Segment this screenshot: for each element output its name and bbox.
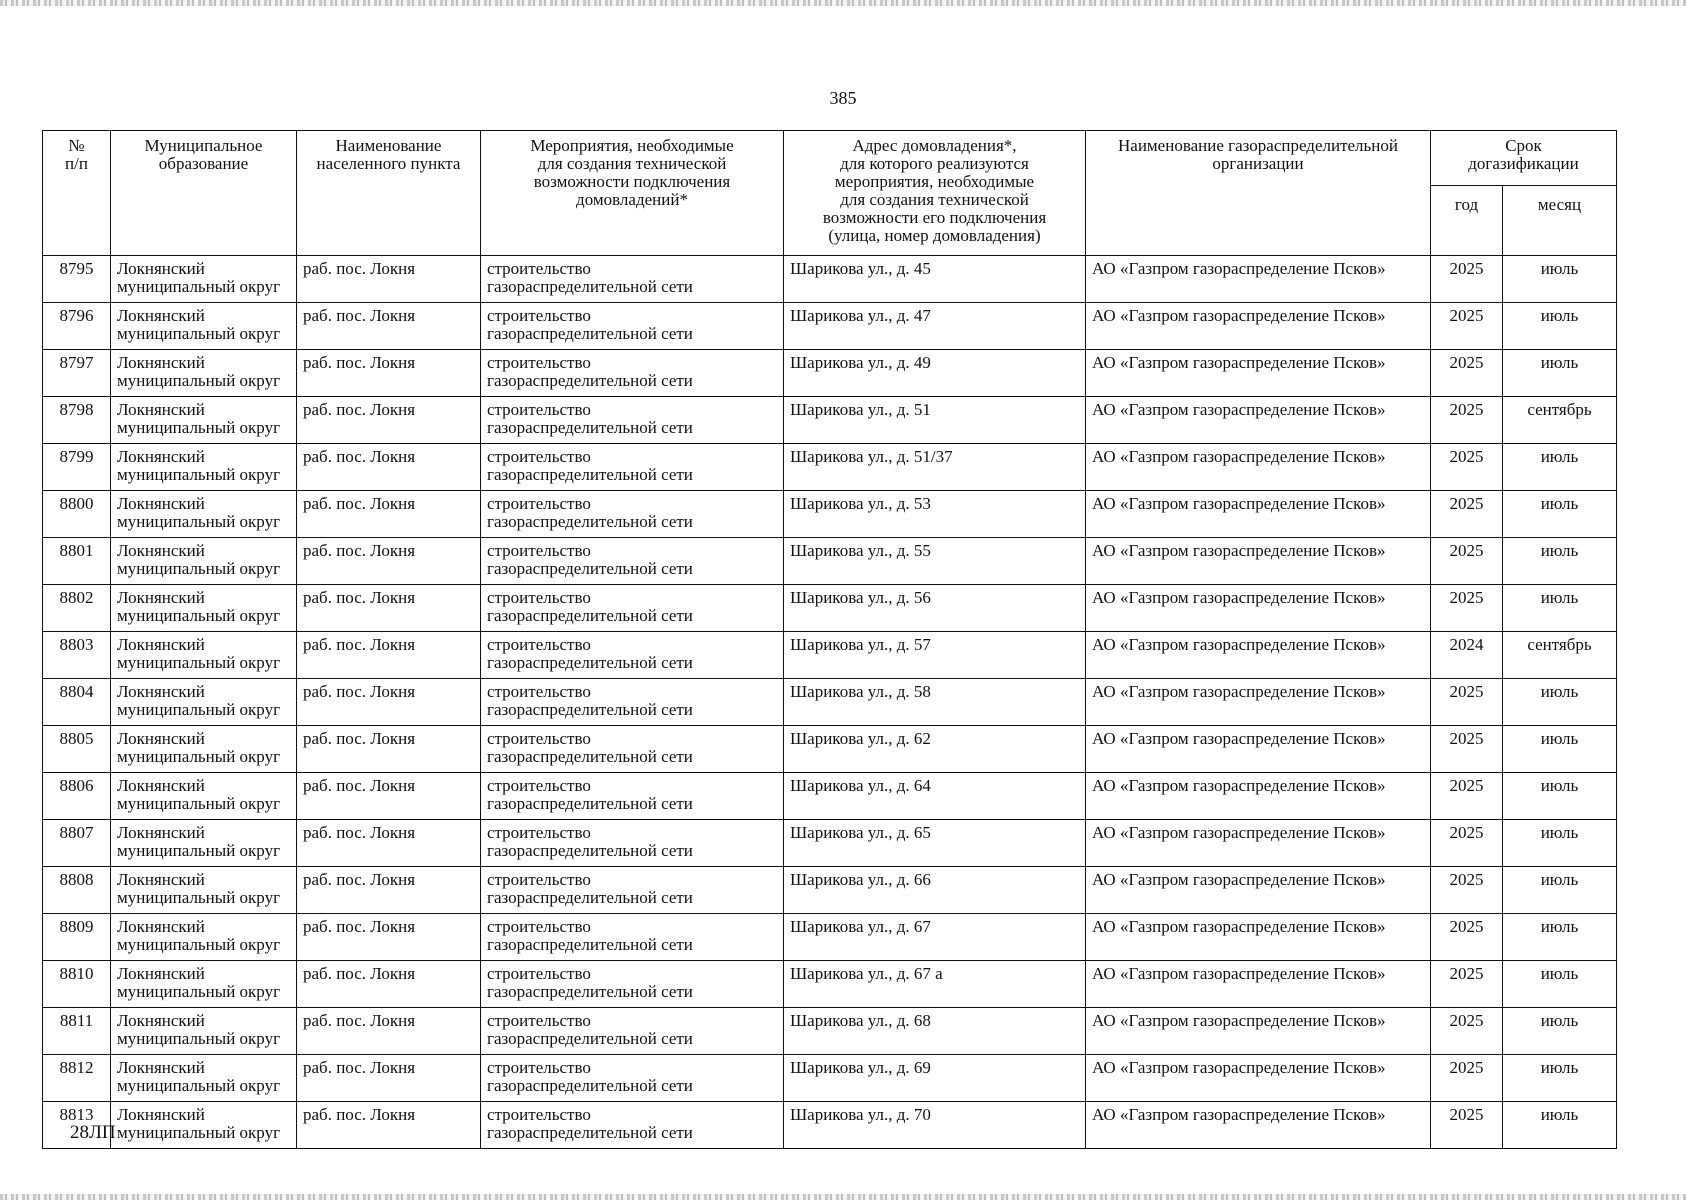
cell-month: июль bbox=[1503, 1008, 1617, 1055]
cell-year: 2025 bbox=[1431, 1055, 1503, 1102]
header-organization: Наименование газораспределительной организации bbox=[1086, 131, 1431, 256]
cell-measures: строительство газораспределительной сети bbox=[481, 444, 784, 491]
cell-municipality: Локнянский муниципальный округ bbox=[111, 256, 297, 303]
table-row bbox=[43, 397, 1617, 444]
cell-municipality: Локнянский муниципальный округ bbox=[111, 585, 297, 632]
cell-year: 2025 bbox=[1431, 303, 1503, 350]
table-row bbox=[43, 726, 1617, 773]
cell-organization: АО «Газпром газораспределение Псков» bbox=[1086, 961, 1431, 1008]
cell-organization: АО «Газпром газораспределение Псков» bbox=[1086, 726, 1431, 773]
cell-measures: строительство газораспределительной сети bbox=[481, 397, 784, 444]
cell-municipality: Локнянский муниципальный округ bbox=[111, 914, 297, 961]
cell-month: июль bbox=[1503, 491, 1617, 538]
cell-address: Шарикова ул., д. 67 bbox=[784, 914, 1086, 961]
cell-municipality: Локнянский муниципальный округ bbox=[111, 1055, 297, 1102]
cell-settlement: раб. пос. Локня bbox=[297, 1055, 481, 1102]
cell-month: июль bbox=[1503, 1055, 1617, 1102]
cell-measures: строительство газораспределительной сети bbox=[481, 1055, 784, 1102]
table-row bbox=[43, 1008, 1617, 1055]
table-row bbox=[43, 585, 1617, 632]
table-row bbox=[43, 1102, 1617, 1149]
cell-settlement: раб. пос. Локня bbox=[297, 350, 481, 397]
cell-measures: строительство газораспределительной сети bbox=[481, 820, 784, 867]
cell-settlement: раб. пос. Локня bbox=[297, 303, 481, 350]
cell-year: 2025 bbox=[1431, 256, 1503, 303]
cell-organization: АО «Газпром газораспределение Псков» bbox=[1086, 914, 1431, 961]
cell-organization: АО «Газпром газораспределение Псков» bbox=[1086, 773, 1431, 820]
cell-num: 8811 bbox=[43, 1008, 111, 1055]
cell-settlement: раб. пос. Локня bbox=[297, 867, 481, 914]
cell-organization: АО «Газпром газораспределение Псков» bbox=[1086, 256, 1431, 303]
cell-municipality: Локнянский муниципальный округ bbox=[111, 820, 297, 867]
cell-address: Шарикова ул., д. 56 bbox=[784, 585, 1086, 632]
cell-settlement: раб. пос. Локня bbox=[297, 773, 481, 820]
cell-measures: строительство газораспределительной сети bbox=[481, 773, 784, 820]
cell-month: июль bbox=[1503, 961, 1617, 1008]
cell-num: 8799 bbox=[43, 444, 111, 491]
cell-year: 2025 bbox=[1431, 961, 1503, 1008]
cell-year: 2025 bbox=[1431, 397, 1503, 444]
cell-municipality: Локнянский муниципальный округ bbox=[111, 303, 297, 350]
header-num: № п/п bbox=[43, 131, 111, 256]
cell-address: Шарикова ул., д. 67 а bbox=[784, 961, 1086, 1008]
cell-month: июль bbox=[1503, 914, 1617, 961]
cell-organization: АО «Газпром газораспределение Псков» bbox=[1086, 867, 1431, 914]
table-row bbox=[43, 773, 1617, 820]
header-municipality: Муниципальное образование bbox=[111, 131, 297, 256]
cell-settlement: раб. пос. Локня bbox=[297, 1008, 481, 1055]
cell-address: Шарикова ул., д. 65 bbox=[784, 820, 1086, 867]
header-settlement: Наименование населенного пункта bbox=[297, 131, 481, 256]
cell-settlement: раб. пос. Локня bbox=[297, 679, 481, 726]
table-row bbox=[43, 914, 1617, 961]
cell-address: Шарикова ул., д. 64 bbox=[784, 773, 1086, 820]
cell-num: 8802 bbox=[43, 585, 111, 632]
cell-settlement: раб. пос. Локня bbox=[297, 256, 481, 303]
cell-address: Шарикова ул., д. 69 bbox=[784, 1055, 1086, 1102]
cell-municipality: Локнянский муниципальный округ bbox=[111, 867, 297, 914]
table-row bbox=[43, 491, 1617, 538]
cell-address: Шарикова ул., д. 68 bbox=[784, 1008, 1086, 1055]
cell-measures: строительство газораспределительной сети bbox=[481, 632, 784, 679]
table-row bbox=[43, 444, 1617, 491]
table-row bbox=[43, 256, 1617, 303]
header-deadline: Срок догазификации bbox=[1431, 131, 1617, 186]
cell-month: июль bbox=[1503, 538, 1617, 585]
scan-edge-bottom bbox=[0, 1194, 1686, 1200]
cell-measures: строительство газораспределительной сети bbox=[481, 961, 784, 1008]
footer-code: 28ЛП bbox=[70, 1122, 116, 1143]
cell-address: Шарикова ул., д. 70 bbox=[784, 1102, 1086, 1149]
header-month: месяц bbox=[1503, 186, 1617, 256]
page-number: 385 bbox=[829, 88, 857, 108]
cell-measures: строительство газораспределительной сети bbox=[481, 303, 784, 350]
table-row bbox=[43, 303, 1617, 350]
cell-month: сентябрь bbox=[1503, 632, 1617, 679]
cell-month: июль bbox=[1503, 585, 1617, 632]
cell-num: 8795 bbox=[43, 256, 111, 303]
gasification-table bbox=[42, 130, 1617, 1149]
cell-num: 8808 bbox=[43, 867, 111, 914]
cell-address: Шарикова ул., д. 51/37 bbox=[784, 444, 1086, 491]
cell-year: 2025 bbox=[1431, 726, 1503, 773]
table-row bbox=[43, 632, 1617, 679]
cell-month: июль bbox=[1503, 256, 1617, 303]
cell-organization: АО «Газпром газораспределение Псков» bbox=[1086, 1008, 1431, 1055]
cell-num: 8809 bbox=[43, 914, 111, 961]
cell-organization: АО «Газпром газораспределение Псков» bbox=[1086, 585, 1431, 632]
cell-municipality: Локнянский муниципальный округ bbox=[111, 632, 297, 679]
cell-year: 2025 bbox=[1431, 350, 1503, 397]
cell-measures: строительство газораспределительной сети bbox=[481, 256, 784, 303]
cell-settlement: раб. пос. Локня bbox=[297, 1102, 481, 1149]
cell-month: июль bbox=[1503, 679, 1617, 726]
cell-num: 8807 bbox=[43, 820, 111, 867]
cell-num: 8810 bbox=[43, 961, 111, 1008]
cell-organization: АО «Газпром газораспределение Псков» bbox=[1086, 632, 1431, 679]
cell-municipality: Локнянский муниципальный округ bbox=[111, 444, 297, 491]
cell-organization: АО «Газпром газораспределение Псков» bbox=[1086, 1055, 1431, 1102]
cell-municipality: Локнянский муниципальный округ bbox=[111, 961, 297, 1008]
cell-num: 8813 bbox=[43, 1102, 111, 1149]
table-row bbox=[43, 1055, 1617, 1102]
cell-municipality: Локнянский муниципальный округ bbox=[111, 491, 297, 538]
cell-settlement: раб. пос. Локня bbox=[297, 726, 481, 773]
table-row bbox=[43, 867, 1617, 914]
cell-settlement: раб. пос. Локня bbox=[297, 538, 481, 585]
cell-municipality: Локнянский муниципальный округ bbox=[111, 350, 297, 397]
header-address: Адрес домовладения*, для которого реализуются мероприятия, необходимые для создания технической возможности его подключения (улица, номер домовладения) bbox=[784, 131, 1086, 256]
cell-year: 2025 bbox=[1431, 1102, 1503, 1149]
cell-address: Шарикова ул., д. 57 bbox=[784, 632, 1086, 679]
cell-organization: АО «Газпром газораспределение Псков» bbox=[1086, 303, 1431, 350]
cell-month: июль bbox=[1503, 350, 1617, 397]
cell-municipality: Локнянский муниципальный округ bbox=[111, 773, 297, 820]
cell-municipality: Локнянский муниципальный округ bbox=[111, 679, 297, 726]
cell-address: Шарикова ул., д. 62 bbox=[784, 726, 1086, 773]
cell-municipality: Локнянский муниципальный округ bbox=[111, 397, 297, 444]
cell-address: Шарикова ул., д. 47 bbox=[784, 303, 1086, 350]
cell-address: Шарикова ул., д. 51 bbox=[784, 397, 1086, 444]
cell-measures: строительство газораспределительной сети bbox=[481, 538, 784, 585]
cell-address: Шарикова ул., д. 53 bbox=[784, 491, 1086, 538]
cell-month: июль bbox=[1503, 303, 1617, 350]
cell-year: 2024 bbox=[1431, 632, 1503, 679]
cell-organization: АО «Газпром газораспределение Псков» bbox=[1086, 397, 1431, 444]
cell-settlement: раб. пос. Локня bbox=[297, 585, 481, 632]
cell-address: Шарикова ул., д. 45 bbox=[784, 256, 1086, 303]
cell-year: 2025 bbox=[1431, 914, 1503, 961]
cell-organization: АО «Газпром газораспределение Псков» bbox=[1086, 538, 1431, 585]
header-year: год bbox=[1431, 186, 1503, 256]
cell-year: 2025 bbox=[1431, 538, 1503, 585]
cell-settlement: раб. пос. Локня bbox=[297, 914, 481, 961]
cell-organization: АО «Газпром газораспределение Псков» bbox=[1086, 679, 1431, 726]
cell-measures: строительство газораспределительной сети bbox=[481, 491, 784, 538]
cell-municipality: Локнянский муниципальный округ bbox=[111, 726, 297, 773]
cell-year: 2025 bbox=[1431, 1008, 1503, 1055]
cell-year: 2025 bbox=[1431, 679, 1503, 726]
cell-num: 8800 bbox=[43, 491, 111, 538]
cell-year: 2025 bbox=[1431, 585, 1503, 632]
cell-num: 8803 bbox=[43, 632, 111, 679]
cell-num: 8805 bbox=[43, 726, 111, 773]
cell-num: 8812 bbox=[43, 1055, 111, 1102]
cell-measures: строительство газораспределительной сети bbox=[481, 867, 784, 914]
cell-settlement: раб. пос. Локня bbox=[297, 961, 481, 1008]
cell-month: июль bbox=[1503, 444, 1617, 491]
cell-organization: АО «Газпром газораспределение Псков» bbox=[1086, 491, 1431, 538]
table-row bbox=[43, 350, 1617, 397]
cell-settlement: раб. пос. Локня bbox=[297, 444, 481, 491]
cell-month: июль bbox=[1503, 820, 1617, 867]
cell-measures: строительство газораспределительной сети bbox=[481, 726, 784, 773]
cell-num: 8797 bbox=[43, 350, 111, 397]
cell-measures: строительство газораспределительной сети bbox=[481, 585, 784, 632]
cell-num: 8798 bbox=[43, 397, 111, 444]
cell-organization: АО «Газпром газораспределение Псков» bbox=[1086, 350, 1431, 397]
table-row bbox=[43, 538, 1617, 585]
cell-month: июль bbox=[1503, 1102, 1617, 1149]
cell-month: июль bbox=[1503, 773, 1617, 820]
cell-address: Шарикова ул., д. 58 bbox=[784, 679, 1086, 726]
cell-settlement: раб. пос. Локня bbox=[297, 820, 481, 867]
cell-year: 2025 bbox=[1431, 820, 1503, 867]
cell-year: 2025 bbox=[1431, 444, 1503, 491]
cell-settlement: раб. пос. Локня bbox=[297, 491, 481, 538]
header-measures: Мероприятия, необходимые для создания технической возможности подключения домовладений* bbox=[481, 131, 784, 256]
cell-organization: АО «Газпром газораспределение Псков» bbox=[1086, 820, 1431, 867]
cell-num: 8801 bbox=[43, 538, 111, 585]
cell-measures: строительство газораспределительной сети bbox=[481, 1008, 784, 1055]
cell-measures: строительство газораспределительной сети bbox=[481, 679, 784, 726]
cell-month: июль bbox=[1503, 726, 1617, 773]
cell-num: 8796 bbox=[43, 303, 111, 350]
cell-year: 2025 bbox=[1431, 773, 1503, 820]
cell-year: 2025 bbox=[1431, 491, 1503, 538]
cell-settlement: раб. пос. Локня bbox=[297, 397, 481, 444]
table-body bbox=[43, 256, 1617, 1149]
table-row bbox=[43, 961, 1617, 1008]
cell-organization: АО «Газпром газораспределение Псков» bbox=[1086, 1102, 1431, 1149]
cell-municipality: Локнянский муниципальный округ bbox=[111, 1102, 297, 1149]
cell-measures: строительство газораспределительной сети bbox=[481, 350, 784, 397]
cell-measures: строительство газораспределительной сети bbox=[481, 1102, 784, 1149]
cell-year: 2025 bbox=[1431, 867, 1503, 914]
cell-organization: АО «Газпром газораспределение Псков» bbox=[1086, 444, 1431, 491]
cell-address: Шарикова ул., д. 49 bbox=[784, 350, 1086, 397]
cell-address: Шарикова ул., д. 66 bbox=[784, 867, 1086, 914]
cell-settlement: раб. пос. Локня bbox=[297, 632, 481, 679]
cell-num: 8804 bbox=[43, 679, 111, 726]
cell-num: 8806 bbox=[43, 773, 111, 820]
cell-month: сентябрь bbox=[1503, 397, 1617, 444]
table-row bbox=[43, 679, 1617, 726]
cell-measures: строительство газораспределительной сети bbox=[481, 914, 784, 961]
cell-address: Шарикова ул., д. 55 bbox=[784, 538, 1086, 585]
cell-municipality: Локнянский муниципальный округ bbox=[111, 1008, 297, 1055]
cell-month: июль bbox=[1503, 867, 1617, 914]
table-row bbox=[43, 820, 1617, 867]
cell-municipality: Локнянский муниципальный округ bbox=[111, 538, 297, 585]
scan-edge-top bbox=[0, 0, 1686, 6]
